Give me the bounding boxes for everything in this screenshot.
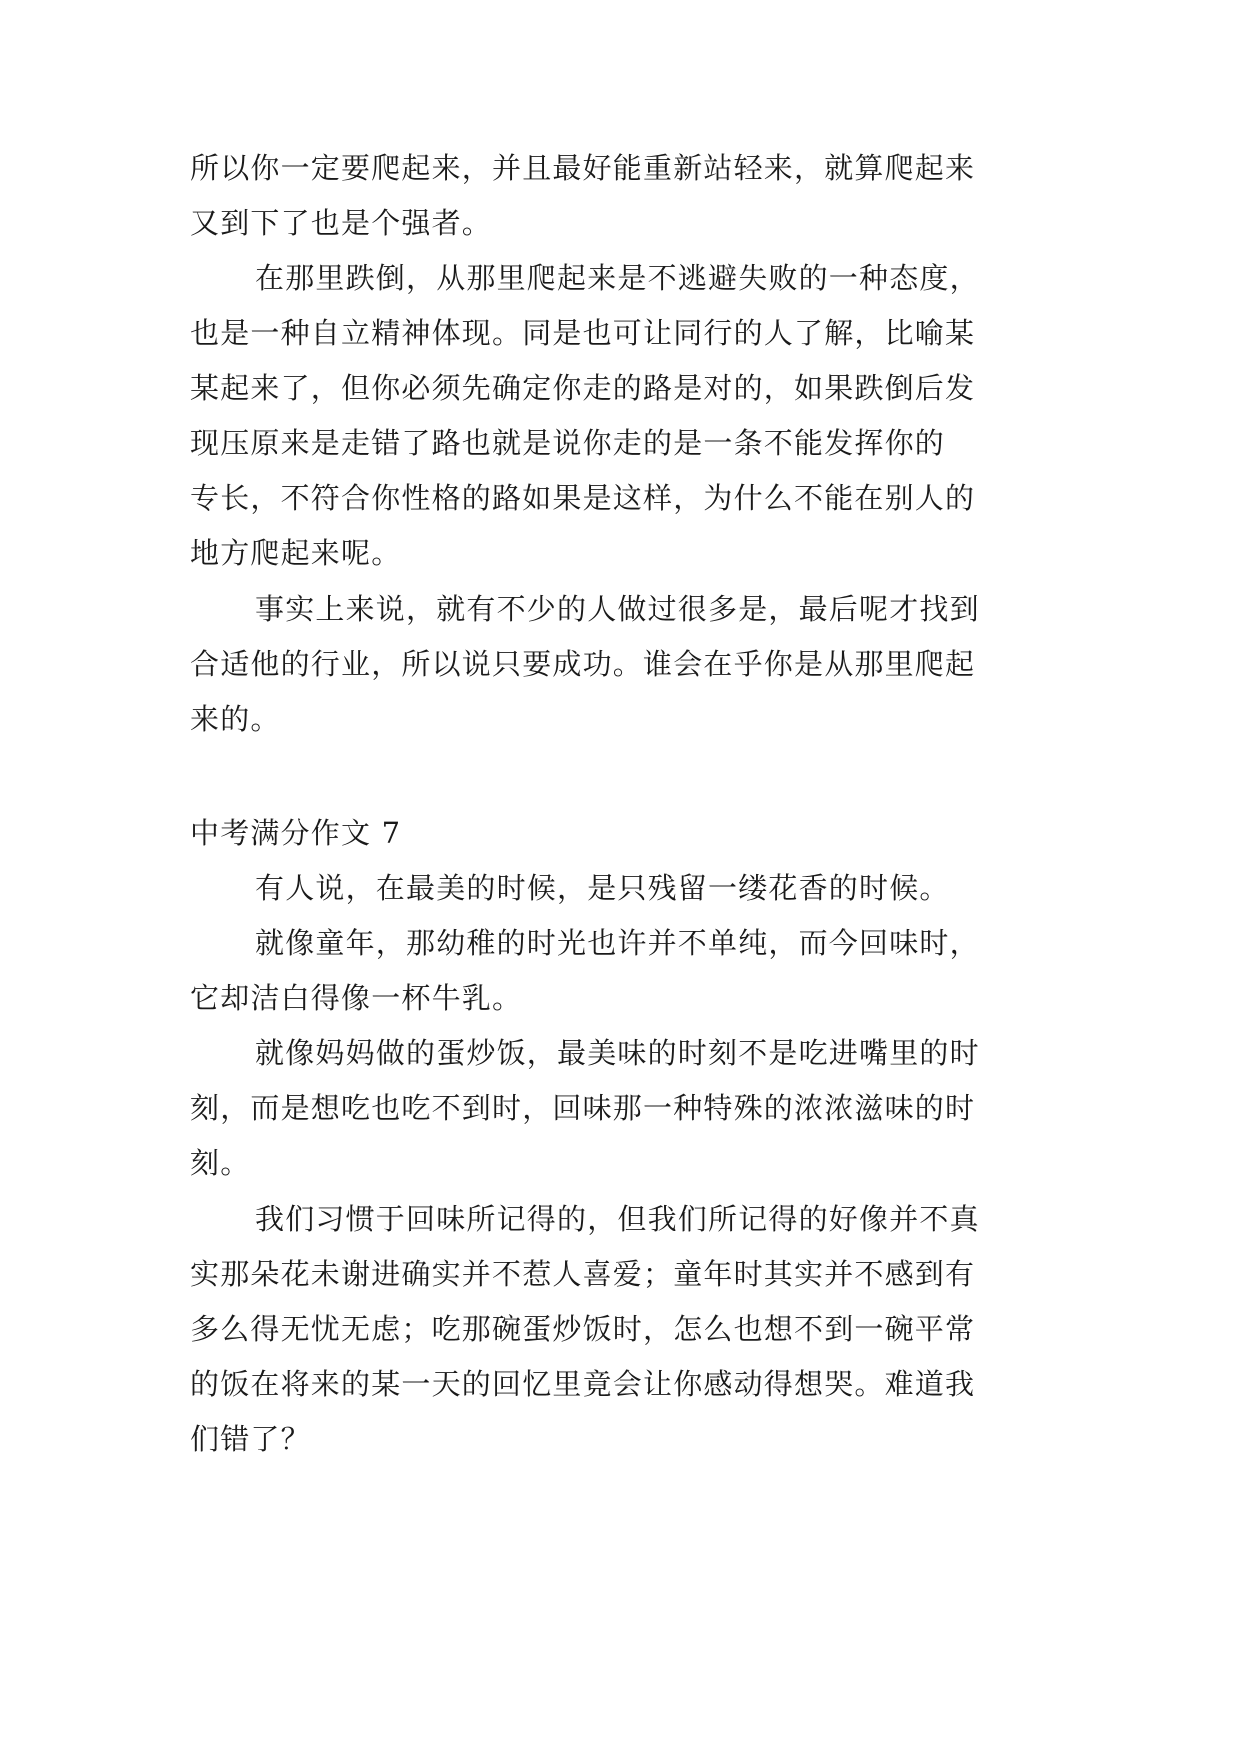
text-line: 就像妈妈做的蛋炒饭，最美味的时刻不是吃进嘴里的时 [255,1036,980,1070]
text-line: 多么得无忧无虑；吃那碗蛋炒饭时，怎么也想不到一碗平常 [190,1312,976,1346]
text-line: 所以你一定要爬起来，并且最好能重新站轻来，就算爬起来 [190,151,976,185]
text-line: 刻，而是想吃也吃不到时，回味那一种特殊的浓浓滋味的时 [190,1091,976,1125]
text-line: 现压原来是走错了路也就是说你走的是一条不能发挥你的 [190,426,946,460]
text-line: 某起来了，但你必须先确定你走的路是对的，如果跌倒后发 [190,371,976,405]
text-line: 合适他的行业，所以说只要成功。谁会在乎你是从那里爬起 [190,647,976,681]
text-line: 刻。 [190,1146,251,1180]
text-line: 的饭在将来的某一天的回忆里竟会让你感动得想哭。难道我 [190,1367,976,1401]
text-line: 们错了？ [190,1422,311,1456]
section-heading: 中考满分作文 7 [190,816,402,850]
text-line: 来的。 [190,702,281,736]
text-line: 也是一种自立精神体现。同是也可让同行的人了解，比喻某 [190,316,976,350]
text-line: 它却洁白得像一杯牛乳。 [190,981,523,1015]
text-line: 事实上来说，就有不少的人做过很多是，最后呢才找到 [255,592,980,626]
text-line: 有人说，在最美的时候，是只残留一缕花香的时候。 [255,871,950,905]
text-line: 我们习惯于回味所记得的，但我们所记得的好像并不真 [255,1202,980,1236]
text-line: 又到下了也是个强者。 [190,206,493,240]
text-line: 就像童年，那幼稚的时光也许并不单纯，而今回味时， [255,926,980,960]
text-line: 地方爬起来呢。 [190,536,402,570]
text-line: 实那朵花未谢进确实并不惹人喜爱；童年时其实并不感到有 [190,1257,976,1291]
text-line: 在那里跌倒，从那里爬起来是不逃避失败的一种态度， [255,261,980,295]
text-line: 专长，不符合你性格的路如果是这样，为什么不能在别人的 [190,481,976,515]
